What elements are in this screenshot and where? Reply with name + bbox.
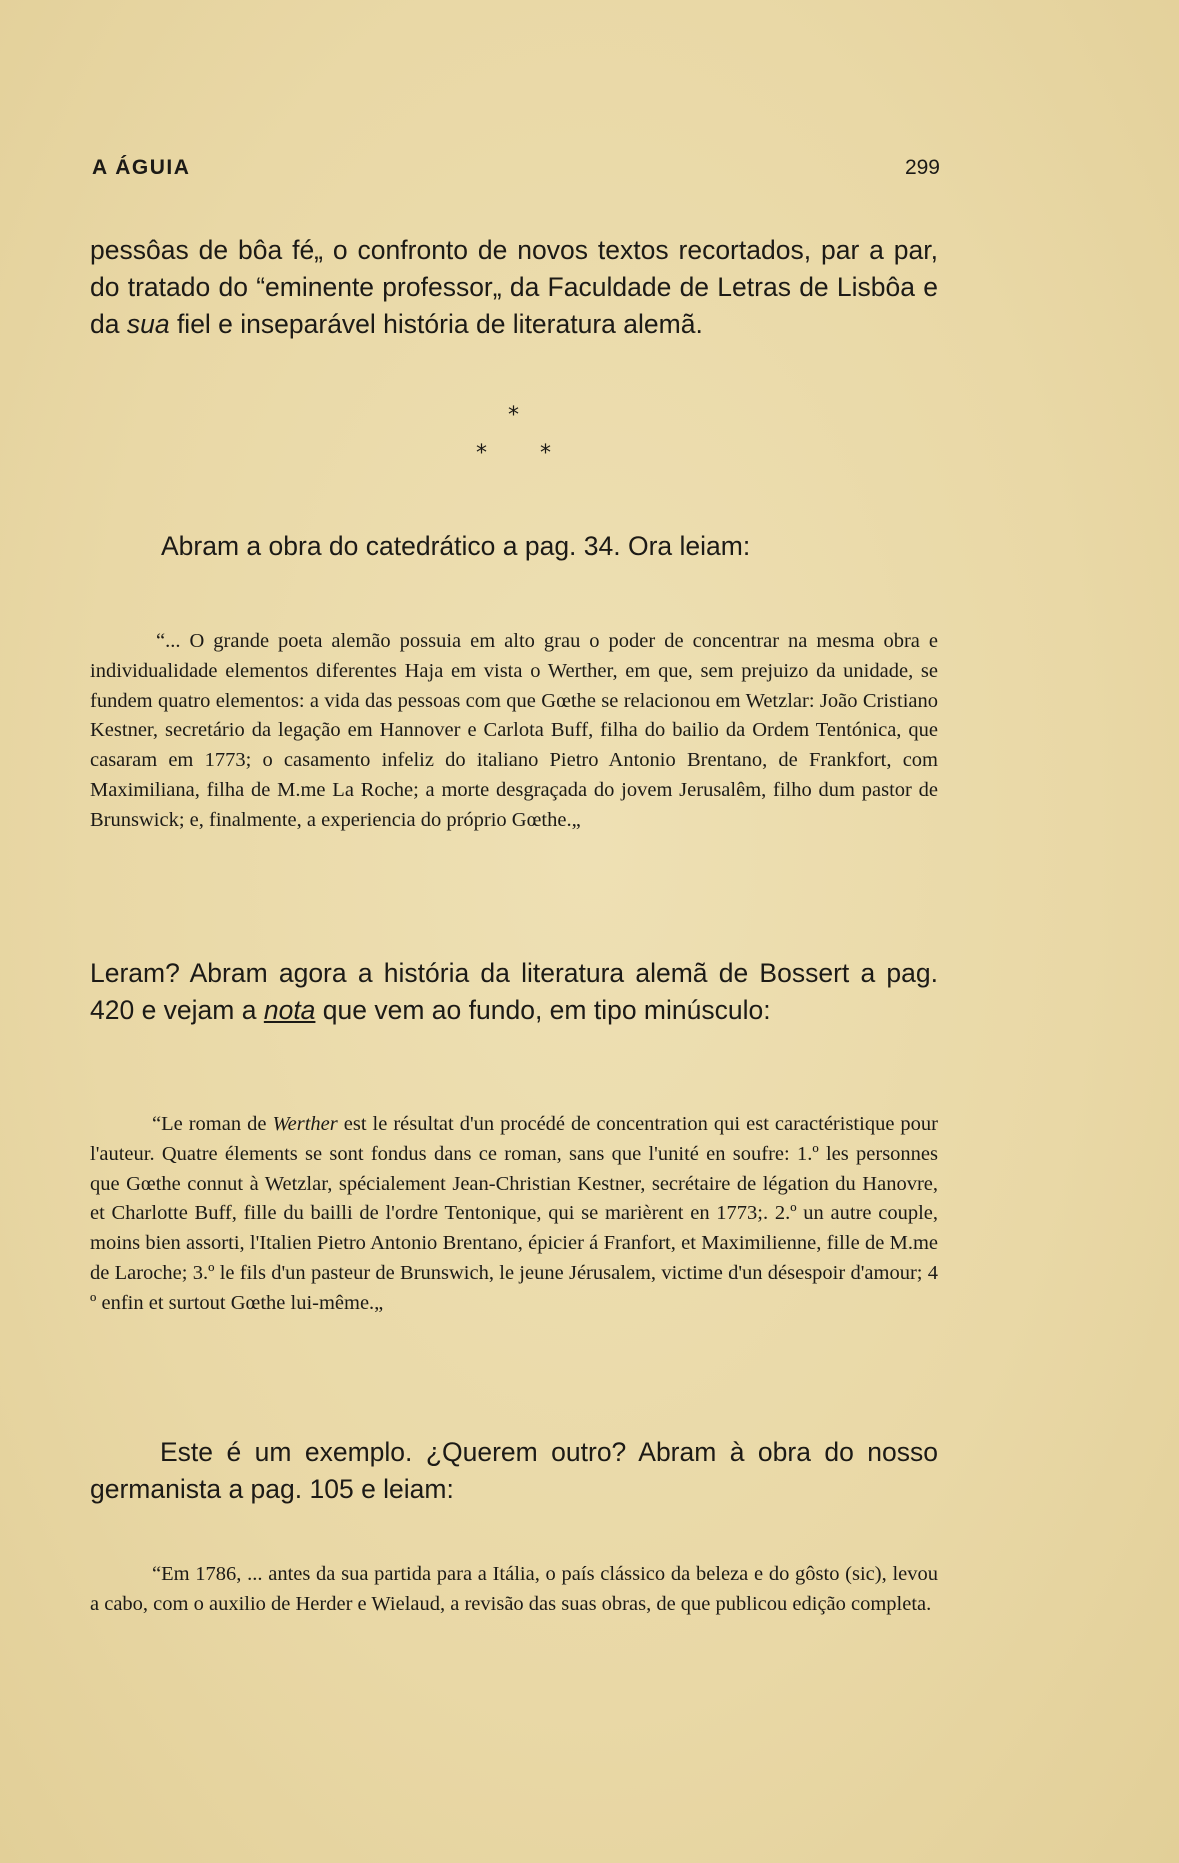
separator-star: * (476, 441, 487, 466)
paragraph-intro (90, 232, 938, 343)
paragraph-leram-text: Leram? Abram agora a história da literatura alemã de Bossert a pag. 420 e vejam a (90, 958, 938, 1025)
page-header (92, 156, 940, 186)
paragraph-intro-text: pessôas de bôa fé„ o confronto de novos textos recortados, par a par, do tratado do “eminente professor„ da Faculdade de Letras de Lisbôa e da (90, 235, 938, 339)
quote-bossert-text-end: est le résultat d'un procédé de concentration qui est caractéristique pour l'auteur. Quatre élements se sont fondus dans ce roman, sans que l'unité en soufre: 1.º les personnes que Gœthe connut à Wetzlar, spécialement Jean-Christian Kestner, secrétaire de légation du Hanovre, et Charlotte Buff, fille du bailli de l'ordre Tentonique, qui se marièrent en 1773;. 2.º un autre couple, moins bien assorti, l'Italien Pietro Antonio Brentano, épicier á Franfort, et Maximilienne, fille de M.me de Laroche; 3.º le fils d'un pasteur de Brunswich, le jeune Jérusalem, victime d'un désespoir d'amour; 4 º enfin et surtout Gœthe lui-même.„ (90, 1113, 938, 1314)
quote-bossert-text: “Le roman de (152, 1113, 273, 1135)
section-separator (440, 405, 580, 465)
quote-bossert (90, 1110, 938, 1319)
separator-star: * (540, 441, 551, 466)
paragraph-intro-text-end: fiel e inseparável história de literatura alemã. (169, 309, 703, 339)
emphasis-werther: Werther (272, 1113, 338, 1135)
running-head: A ÁGUIA (92, 156, 191, 179)
paragraph-este-exemplo: Este é um exemplo. ¿Querem outro? Abram à obra do nosso germanista a pag. 105 e leiam: (90, 1437, 938, 1504)
separator-star: * (508, 403, 519, 428)
quote-catedratico: “... O grande poeta alemão possuia em alto grau o poder de concentrar na mesma obra e individualidade elementos diferentes Haja em vista o Werther, em que, sem prejuizo da unidade, se fundem quatro elementos: a vida das pessoas com que Gœthe se relacionou em Wetzlar: João Cristiano Kestner, secretário da legação em Hannover e Carlota Buff, filha do bailio da Ordem Tentónica, que casaram em 1773; o casamento infeliz do italiano Pietro Antonio Brentano, de Frankfort, com Maximiliana, filha de M.me La Roche; a morte desgraçada do jovem Jerusalêm, filho dum pastor de Brunswick; e, finalmente, a experiencia do próprio Gœthe.„ (90, 630, 938, 831)
quote-germanista: “Em 1786, ... antes da sua partida para a Itália, o país clássico da beleza e do gôsto (sic), levou a cabo, com o auxilio de Herder e Wielaud, a revisão das suas obras, de que publicou edição completa. (90, 1563, 938, 1615)
emphasis-sua: sua (126, 309, 170, 339)
paragraph-leram (90, 955, 938, 1029)
paragraph-abram-pag-34: Abram a obra do catedrático a pag. 34. Ora leiam: (161, 531, 751, 561)
page-number: 299 (904, 156, 940, 179)
paragraph-leram-text-end: que vem ao fundo, em tipo minúsculo: (315, 995, 771, 1025)
emphasis-nota: nota (263, 995, 316, 1025)
